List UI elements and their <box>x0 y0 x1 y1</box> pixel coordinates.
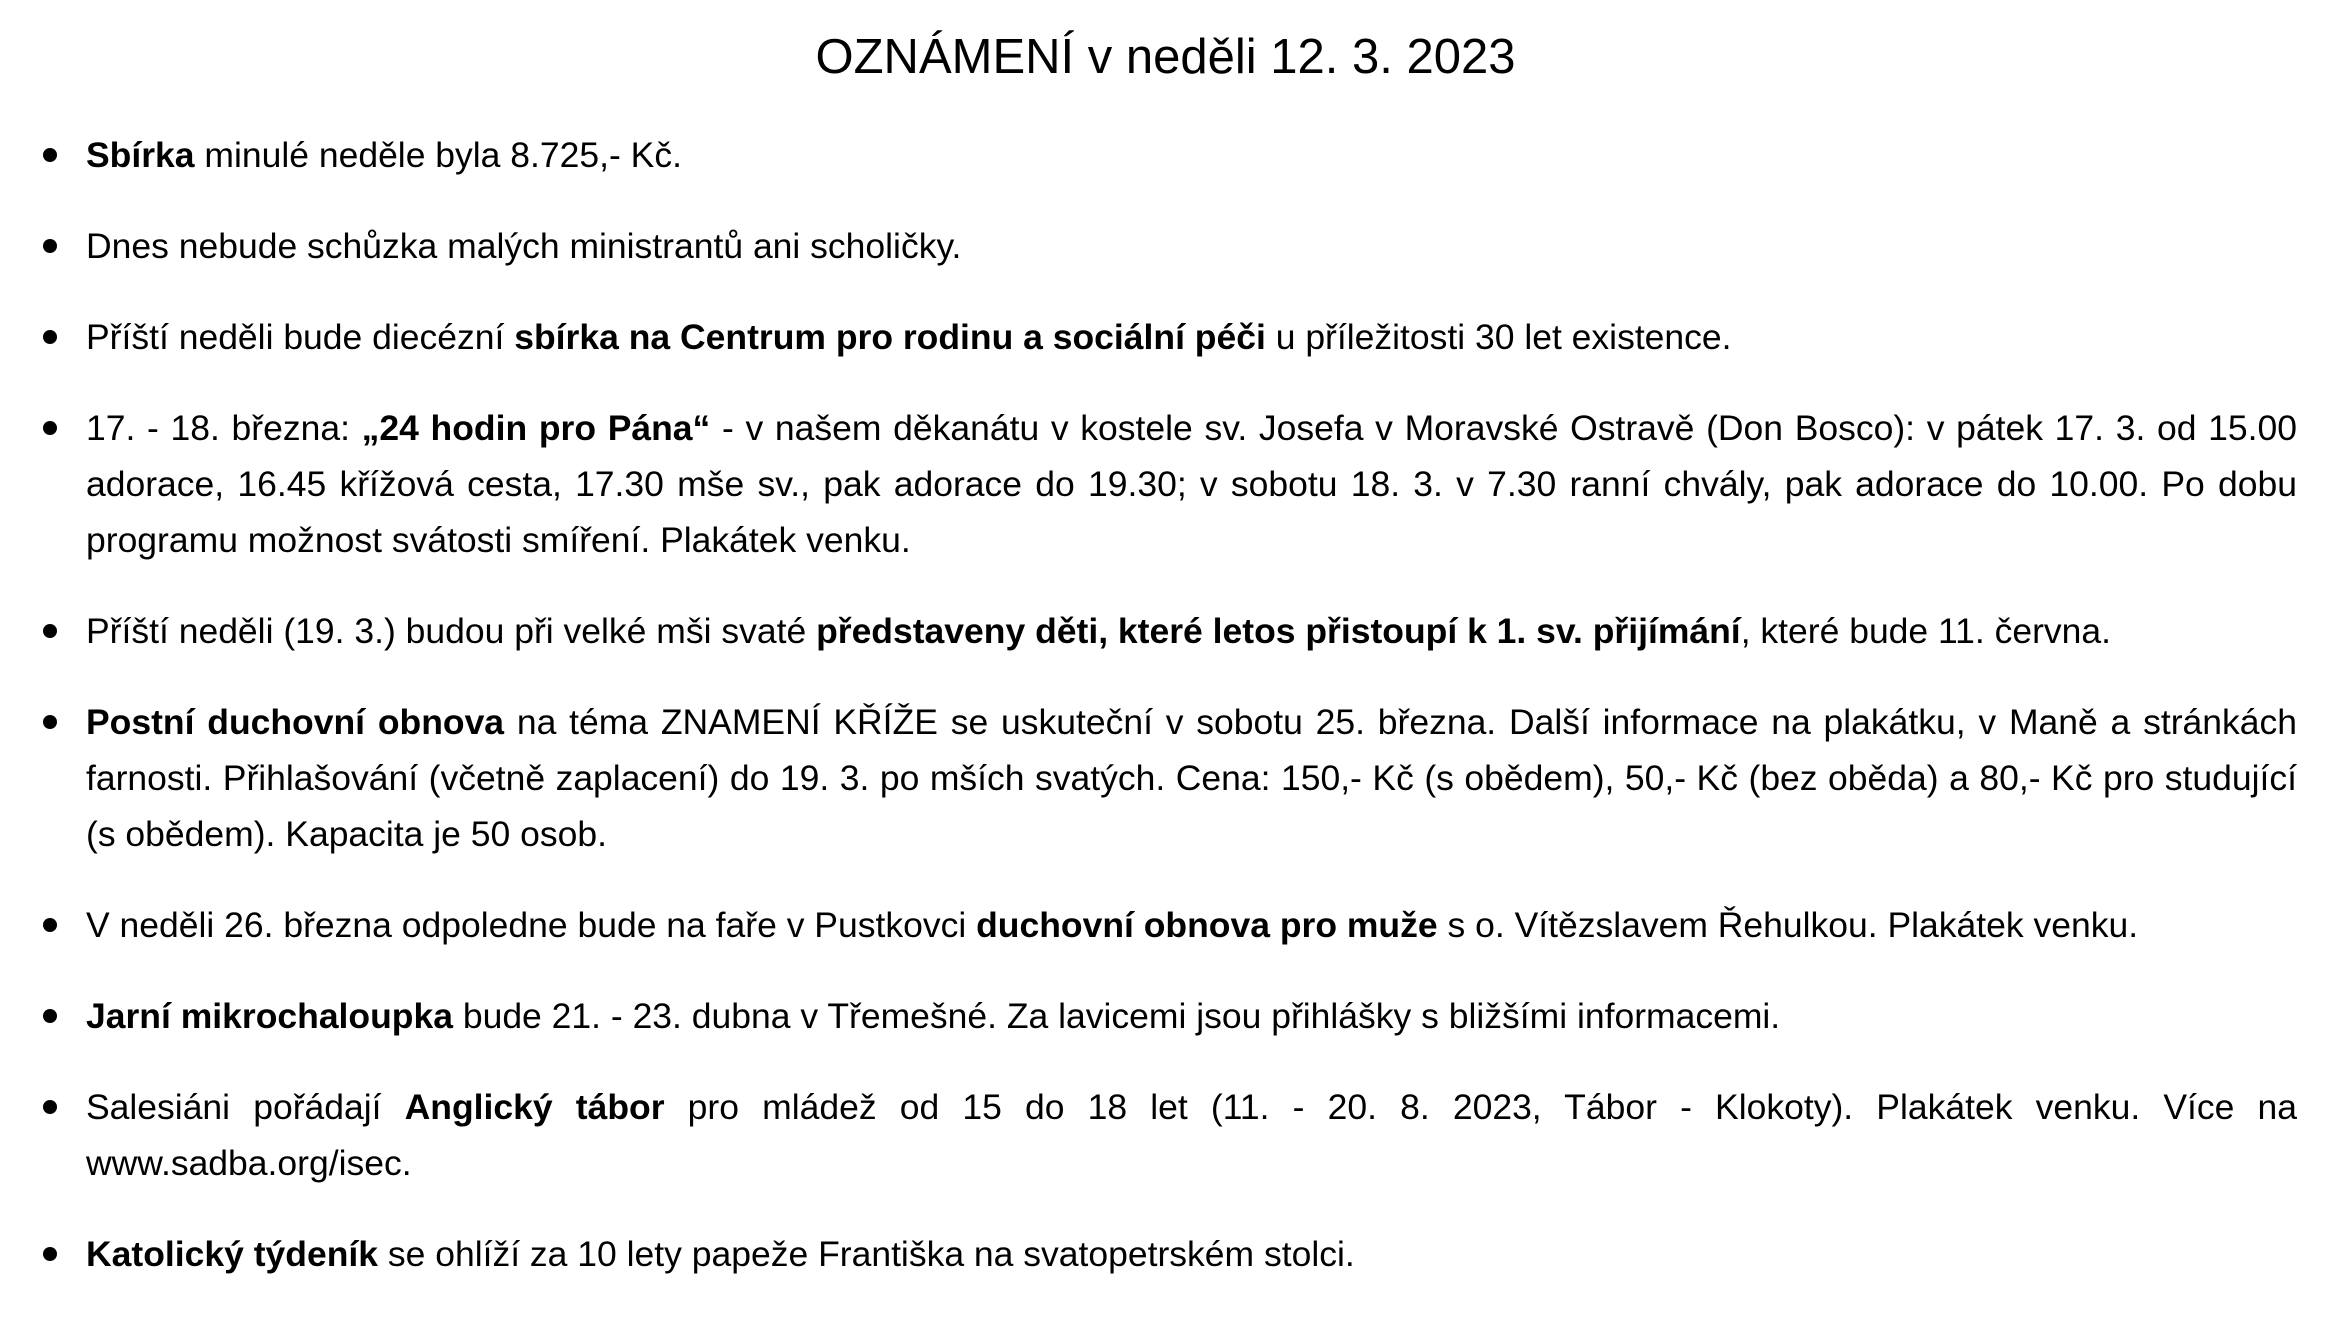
announcement-text: se ohlíží za 10 lety papeže Františka na svatopetrském stolci. <box>378 1234 1355 1274</box>
bullet-icon <box>43 421 57 435</box>
announcement-text: - v našem děkanátu v kostele sv. Josefa v Moravské Ostravě (Don Bosco): v pátek 17. 3. od 15.00 adorace, 16.45 křížová cesta, 17.30 mše sv., pak adorace do 19.30; v sobotu 18. 3. v 7.30 ranní chvály, pak adorace do 10.00. Po dobu programu možnost svátosti smíření. Plakátek venku. <box>86 408 2297 560</box>
bullet-icon <box>43 624 57 638</box>
announcement-item <box>34 1079 2297 1191</box>
announcement-list <box>34 127 2297 1282</box>
bullet-icon <box>43 330 57 344</box>
announcement-item <box>34 603 2297 659</box>
announcement-item <box>34 127 2297 183</box>
announcement-highlight: duchovní obnova pro muže <box>976 905 1438 945</box>
announcement-item <box>34 1226 2297 1282</box>
announcement-highlight: Postní duchovní obnova <box>86 702 505 742</box>
announcement-item <box>34 694 2297 862</box>
announcement-highlight: sbírka na Centrum pro rodinu a sociální péči <box>514 317 1266 357</box>
announcement-highlight: Anglický tábor <box>404 1087 665 1127</box>
announcement-text: u příležitosti 30 let existence. <box>1265 317 1732 357</box>
announcement-highlight: Katolický týdeník <box>86 1234 378 1274</box>
announcement-text: V neděli 26. března odpoledne bude na faře v Pustkovci <box>86 905 977 945</box>
announcement-item <box>34 897 2297 953</box>
bullet-icon <box>43 1247 57 1261</box>
announcement-text: , které bude 11. června. <box>1740 611 2112 651</box>
bullet-icon <box>43 918 57 932</box>
page-title: OZNÁMENÍ v neděli 12. 3. 2023 <box>815 30 1516 84</box>
bullet-icon <box>43 148 57 162</box>
announcement-highlight: představeny děti, které letos přistoupí k 1. sv. přijímání <box>816 611 1741 651</box>
bullet-icon <box>43 1100 57 1114</box>
announcement-text: Příští neděli (19. 3.) budou při velké mši svaté <box>86 611 817 651</box>
announcement-item <box>34 309 2297 365</box>
announcement-text: Dnes nebude schůzka malých ministrantů ani scholičky. <box>86 226 962 266</box>
bullet-icon <box>43 239 57 253</box>
bullet-icon <box>43 715 57 729</box>
announcement-text: bude 21. - 23. dubna v Třemešné. Za lavicemi jsou přihlášky s bližšími informacemi. <box>452 996 1781 1036</box>
announcement-text: Příští neděli bude diecézní <box>86 317 515 357</box>
announcement-text: Salesiáni pořádají <box>86 1087 405 1127</box>
announcement-text: s o. Vítězslavem Řehulkou. Plakátek venku. <box>1437 905 2139 945</box>
bullet-icon <box>43 1009 57 1023</box>
announcement-highlight: „24 hodin pro Pána“ <box>361 408 711 448</box>
announcement-item <box>34 218 2297 274</box>
announcement-text: 17. - 18. března: <box>86 408 362 448</box>
announcement-text: na téma ZNAMENÍ KŘÍŽE se uskuteční v sobotu 25. března. Další informace na plakátku, v Maně a stránkách farnosti. Přihlašování (včetně zaplacení) do 19. 3. po mších svatých. Cena: 150,- Kč (s obědem), 50,- Kč (bez oběda) a 80,- Kč pro studující (s obědem). Kapacita je 50 osob. <box>86 702 2297 854</box>
announcement-item <box>34 988 2297 1044</box>
announcement-highlight: Jarní mikrochaloupka <box>86 996 453 1036</box>
announcement-highlight: Sbírka <box>86 135 195 175</box>
announcement-item <box>34 400 2297 568</box>
announcement-text: pro mládež od 15 do 18 let (11. - 20. 8. 2023, Tábor - Klokoty). Plakátek venku. Více na www.sadba.org/isec. <box>86 1087 2298 1183</box>
announcement-text: minulé neděle byla 8.725,- Kč. <box>194 135 682 175</box>
